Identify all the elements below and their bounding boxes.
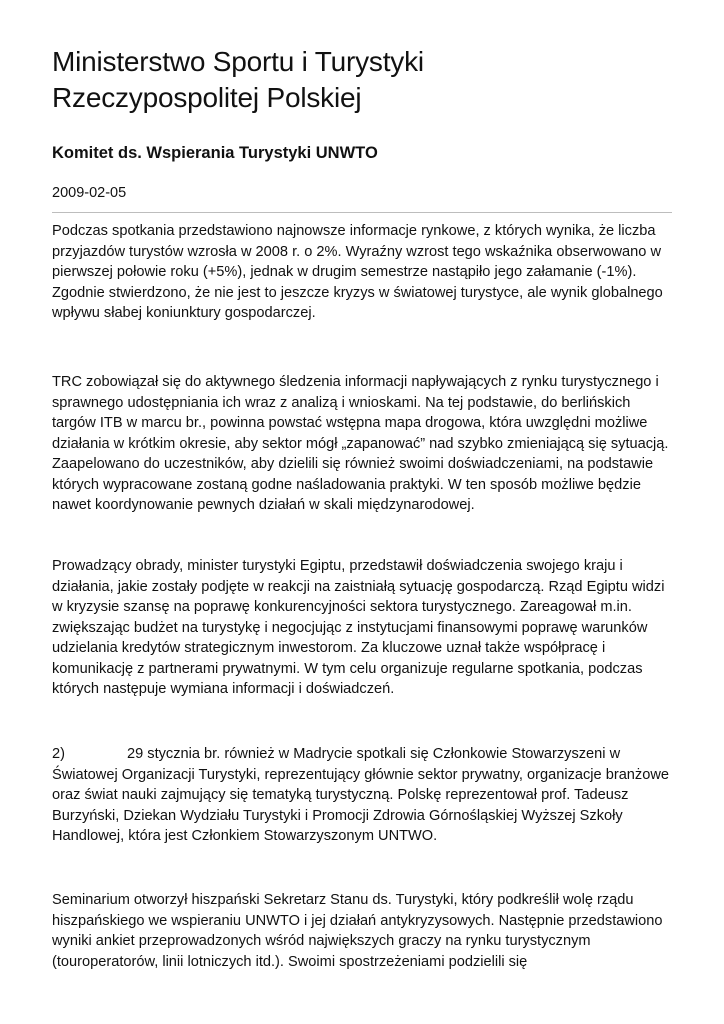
document-page [52, 44, 672, 970]
paragraph-number: 2) [52, 746, 65, 762]
committee-subtitle: Komitet ds. Wspierania Turystyki UNWTO [52, 144, 378, 162]
paragraph-trc-commitment: TRC zobowiązał się do aktywnego śledzenia informacji napływających z rynku turystycznego i sprawnego udostępniania ich wraz z analizą i wnioskami. Na tej podstawie, do berlińskich targów ITB w marcu br., powinna powstać wstępna mapa drogowa, która uwzględni możliwe działania w krótkim okresie, aby sektor mógł „zapanować” nad szybko zmieniającą się sytuacją. Zaapelowano do uczestników, aby dzielili się również swoimi doświadczeniami, na podstawie których wypracowane zostaną godne naśladowania praktyki. W ten sposób możliwe będzie nawet koordynowanie pewnych działań w skali międzynarodowej. [52, 374, 669, 513]
paragraph-affiliate-members-text: 29 stycznia br. również w Madrycie spotkali się Członkowie Stowarzyszeni w Światowej Organizacji Turystyki, reprezentujący głównie sektor prywatny, organizacje branżowe oraz świat nauki zajmujący się tematyką turystyczną. Polskę reprezentował prof. Tadeusz Burzyński, Dziekan Wydziału Turystyki i Promocji Zdrowia Górnośląskiej Wyższej Szkoły Handlowej, która jest Członkiem Stowarzyszonym UNTWO. [52, 746, 669, 844]
ministry-title [52, 44, 672, 116]
paragraph-egypt-minister: Prowadzący obrady, minister turystyki Egiptu, przedstawił doświadczenia swojego kraju i działania, jakie zostały podjęte w reakcji na zaistniałą sytuację gospodarczą. Rząd Egiptu widzi w kryzysie szansę na poprawę konkurencyjności sektora turystycznego. Zareagował m.in. zwiększając budżet na turystykę i negocjując z instytucjami finansowymi poprawę warunków udzielania kredytów strategicznym inwestorom. Za kluczowe uznał także współpracę i komunikację z partnerami prywatnymi. W tym celu organizuje regularne spotkania, podczas których następuje wymiana informacji i doświadczeń. [52, 558, 665, 697]
paragraph-affiliate-members [52, 744, 674, 847]
paragraph-seminar: Seminarium otworzył hiszpański Sekretarz Stanu ds. Turystyki, który podkreślił wolę rządu hiszpańskiego we wspieraniu UNWTO i jej działań antykryzysowych. Następnie przedstawiono wyniki ankiet przeprowadzonych wśród największych graczy na rynku turystycznym (touroperatorów, linii lotniczych itd.). Swoimi spostrzeżeniami podzielili się [52, 892, 663, 970]
paragraph-market-info: Podczas spotkania przedstawiono najnowsze informacje rynkowe, z których wynika, że liczba przyjazdów turystów wzrosła w 2008 r. o 2%. Wyraźny wzrost tego wskaźnika obserwowano w pierwszej połowie roku (+5%), jednak w drugim semestrze nastąpiło jego załamanie (-1%). Zgodnie stwierdzono, że nie jest to jeszcze kryzys w światowej turystyce, ale wynik globalnego wpływu słabej koniunktury gospodarczej. [52, 223, 663, 321]
ministry-title-line-1: Ministerstwo Sportu i Turystyki [52, 46, 424, 77]
ministry-title-line-2: Rzeczypospolitej Polskiej [52, 82, 362, 113]
publication-date: 2009-02-05 [52, 185, 127, 201]
header-divider [52, 212, 672, 213]
